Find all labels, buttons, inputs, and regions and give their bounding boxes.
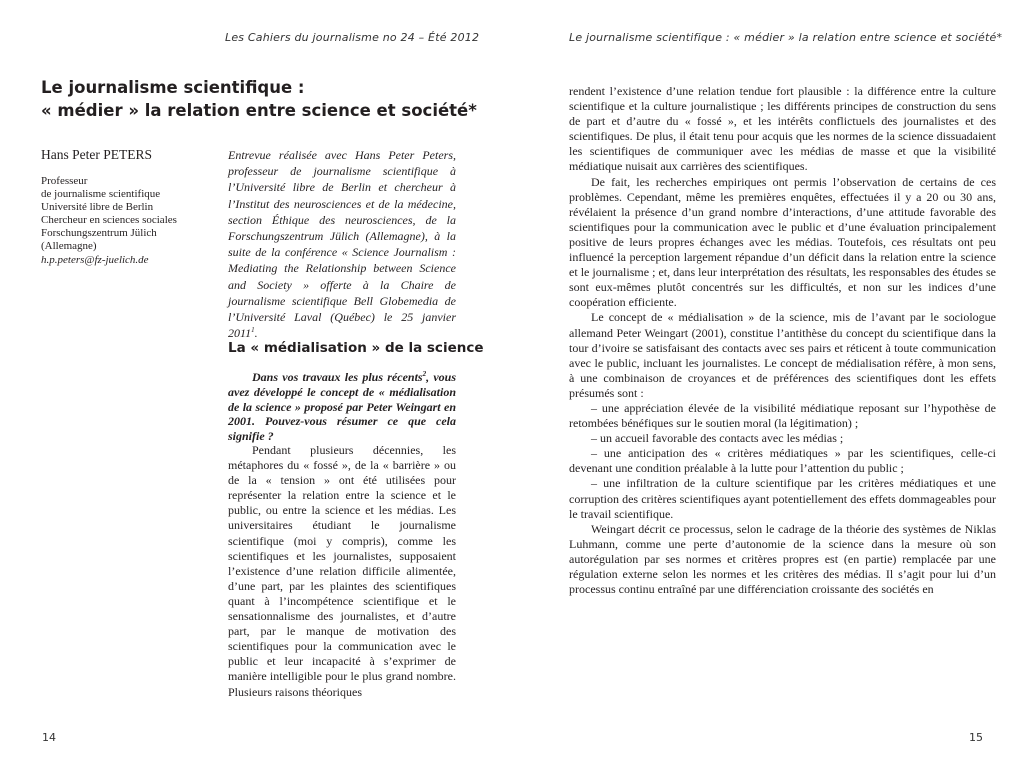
paragraph: rendent l’existence d’une relation tendue fort plausible : la différence entre la culture scientifique et la culture journalistique ; les différents principes de construction du sens de part et d’autre du « fossé », et les intérêts conflictuels des journalistes et des scientifiques. De plus, il était tenu pour acquis que les normes de la science dissuadaient les scientifiques de communiquer avec les médias de masse et que la visibilité médiatique nuisait aux carrières des scientifiques. [569,84,996,174]
author-affiliation [41,175,221,267]
affiliation-line: Chercheur en sciences sociales [41,214,177,227]
intro-paragraph [228,147,456,341]
question-text-end: , vous avez développé le concept de « médialisation de la science » proposé par Peter Weingart en 2001. Pouvez-vous résumer ce que cela signifie ? [228,370,457,444]
page-number-left: 14 [42,731,56,744]
question-text-start: Dans vos travaux les plus récents [252,370,423,384]
right-page [512,0,1024,768]
list-item: – une appréciation élevée de la visibilité médiatique reposant sur l’hypothèse de retombées bénéfiques sur le soutien moral (la légitimation) ; [569,400,996,431]
paragraph: Le concept de « médialisation » de la science, mis de l’avant par le sociologue allemand Peter Weingart (2001), constitue l’antithèse du concept du scientifique dans la tour d’ivoire se satisfaisant des contacts avec ses pairs et réticent à toute communication avec le public, incluant les journalistes. Le concept de médialisation réfère, à mon sens, à une combinaison de croyances et de préférences des scientifiques dont les effets présumés sont : [569,310,996,400]
interview-answer: Pendant plusieurs décennies, les métaphores du « fossé », de la « barrière » ou de la « tension » ont été utilisées pour représenter la relation entre la science et le public, ou entre la science et les médias. Les universitaires étudiant le journalisme scientifique (moi y compris), comme les scientifiques et les journalistes, supposaient l’existence d’une relation difficile alimentée, d’une part, par les plaintes des scientifiques quant à l’incompétence scientifique et le sensationnalisme des journalistes, et d’autre part, par le manque de motivation des scientifiques pour la communication avec le public et leur incapacité à s’exprimer de manière intelligible pour le plus grand nombre. Plusieurs raisons théoriques [228,443,456,699]
article-title-line-2: « médier » la relation entre science et société* [41,101,477,120]
list-item: – une anticipation des « critères médiatiques » par les scientifiques, celle-ci devenant une condition préalable à la lutte pour l’attention du public ; [569,446,996,476]
affiliation-line: Université libre de Berlin [41,201,154,214]
section-heading: La « médialisation » de la science [228,340,484,356]
affiliation-line: (Allemagne) [41,240,97,253]
footnote-marker: 1 [251,326,255,335]
affiliation-line: Forschungszentrum Jülich [41,227,157,240]
running-head-right: Le journalisme scientifique : « médier » la relation entre science et société* [569,31,1003,44]
intro-end: . [254,326,258,341]
paragraph: Weingart décrit ce processus, selon le cadrage de la théorie des systèmes de Niklas Luhmann, comme une perte d’autonomie de la science dans la mesure où son autorégulation par ses normes et critères propres est (en partie) remplacée par une régulation externe selon les normes et les critères des médias. Il s’agit pour lui d’un processus continu entraîné par une différenciation croissante des sociétés en [569,521,996,597]
footnote-marker: 2 [422,370,427,378]
interview-question [228,370,456,444]
article-title [41,76,477,122]
list-item: – un accueil favorable des contacts avec les médias ; [591,431,844,446]
author-email: h.p.peters@fz-juelich.de [41,253,149,266]
author-name: Hans Peter PETERS [41,147,152,162]
paragraph: De fait, les recherches empiriques ont permis l’observation de certains de ces problèmes. Cependant, même les premières enquêtes, effectuées il y a 20 ou 30 ans, révélaient la présence d’un grand nombre d’interactions, d’une attitude favorable des scientifiques pour la communication avec le public et d’une évaluation principalement positive de leurs propres échanges avec les médias. Toutefois, ces résultats ont peu influencé la perception largement répandue d’un déficit dans la relation entre la science et le journalisme ; et, dans leur interprétation des résultats, les responsables des études se sont eux-mêmes plutôt concentrés sur les difficultés, et non sur les indices d’une coopération efficiente. [569,174,996,310]
intro-text: Entrevue réalisée avec Hans Peter Peters, professeur de journalisme scientifique à l’Université libre de Berlin et chercheur à l’Institut des neurosciences et de la médecine, section Éthique des neurosciences, de la Forschungszentrum Jülich (Allemagne), à la suite de la conférence « Science Journalism : Mediating the Relationship between Science and Society » offerte à la Chaire de journalisme scientifique Bell Globemedia de l’Université Laval (Québec) le 25 janvier 2011 [228,148,456,341]
body-text [569,84,996,597]
affiliation-line: de journalisme scientifique [41,188,161,201]
page-number-right: 15 [969,731,983,744]
list-item: – une infiltration de la culture scientifique par les critères médiatiques et une corruption des critères scientifiques ayant potentiellement des effets dommageables pour le travail scientifique. [569,476,996,521]
article-title-line-1: Le journalisme scientifique : [41,78,305,97]
running-head-left: Les Cahiers du journalisme no 24 – Été 2012 [225,31,480,44]
affiliation-line: Professeur [41,175,88,187]
